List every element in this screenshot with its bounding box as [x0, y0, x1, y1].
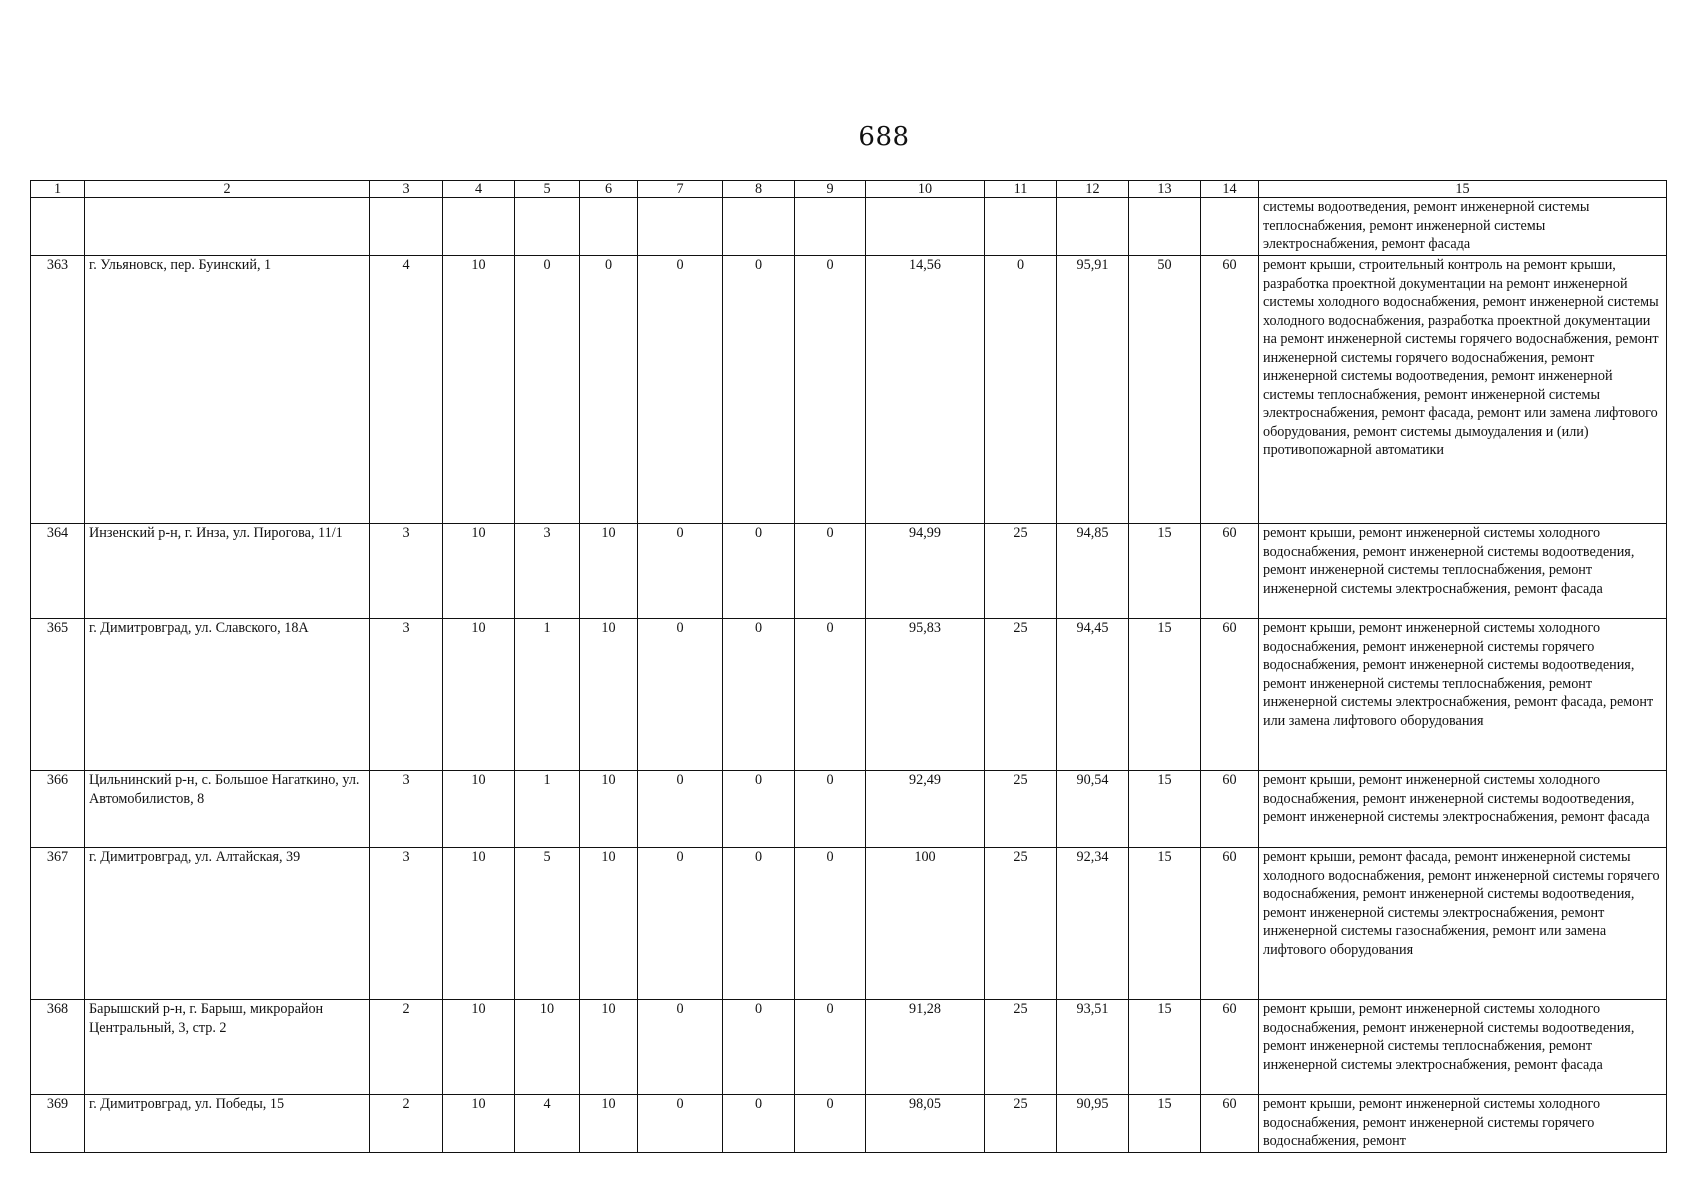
cell-c13 — [1129, 198, 1201, 256]
cell-c10: 95,83 — [866, 619, 985, 771]
cell-c7: 0 — [638, 256, 723, 524]
table-row — [31, 524, 1667, 619]
cell-c10 — [866, 198, 985, 256]
table-row — [31, 771, 1667, 848]
cell-c5: 1 — [515, 771, 580, 848]
table-row — [31, 848, 1667, 1000]
cell-c4: 10 — [443, 524, 515, 619]
cell-c6 — [580, 198, 638, 256]
cell-c14 — [1201, 198, 1259, 256]
cell-c3: 3 — [370, 524, 443, 619]
cell-c13: 15 — [1129, 619, 1201, 771]
table-row — [31, 198, 1667, 256]
cell-c12: 90,95 — [1057, 1095, 1129, 1153]
address-cell: Инзенский р-н, г. Инза, ул. Пирогова, 11/1 — [85, 524, 370, 619]
cell-c8: 0 — [723, 524, 795, 619]
works-cell: ремонт крыши, ремонт инженерной системы холодного водоснабжения, ремонт инженерной системы водоотведения, ремонт инженерной системы электроснабжения, ремонт фасада — [1259, 771, 1667, 848]
cell-c14: 60 — [1201, 256, 1259, 524]
cell-c5: 1 — [515, 619, 580, 771]
cell-c3 — [370, 198, 443, 256]
works-cell: системы водоотведения, ремонт инженерной системы теплоснабжения, ремонт инженерной системы электроснабжения, ремонт фасада — [1259, 198, 1667, 256]
column-header: 13 — [1129, 181, 1201, 198]
cell-c11: 25 — [985, 524, 1057, 619]
cell-c4: 10 — [443, 1095, 515, 1153]
cell-c14: 60 — [1201, 771, 1259, 848]
address-cell: Цильнинский р-н, с. Большое Нагаткино, ул. Автомобилистов, 8 — [85, 771, 370, 848]
cell-c7: 0 — [638, 524, 723, 619]
cell-c6: 0 — [580, 256, 638, 524]
works-cell: ремонт крыши, ремонт инженерной системы холодного водоснабжения, ремонт инженерной системы горячего водоснабжения, ремонт — [1259, 1095, 1667, 1153]
cell-c11: 25 — [985, 848, 1057, 1000]
cell-c12: 95,91 — [1057, 256, 1129, 524]
cell-c3: 3 — [370, 848, 443, 1000]
row-number: 363 — [31, 256, 85, 524]
cell-c8: 0 — [723, 619, 795, 771]
cell-c11: 25 — [985, 771, 1057, 848]
works-cell: ремонт крыши, ремонт инженерной системы холодного водоснабжения, ремонт инженерной системы водоотведения, ремонт инженерной системы теплоснабжения, ремонт инженерной системы электроснабжения, ремонт фасада — [1259, 524, 1667, 619]
cell-c4 — [443, 198, 515, 256]
row-number: 364 — [31, 524, 85, 619]
table-row — [31, 256, 1667, 524]
cell-c10: 91,28 — [866, 1000, 985, 1095]
cell-c13: 15 — [1129, 848, 1201, 1000]
cell-c10: 98,05 — [866, 1095, 985, 1153]
column-header: 14 — [1201, 181, 1259, 198]
cell-c6: 10 — [580, 1000, 638, 1095]
cell-c9: 0 — [795, 256, 866, 524]
column-header: 15 — [1259, 181, 1667, 198]
column-header: 6 — [580, 181, 638, 198]
cell-c11: 25 — [985, 619, 1057, 771]
row-number: 367 — [31, 848, 85, 1000]
cell-c11: 0 — [985, 256, 1057, 524]
cell-c14: 60 — [1201, 524, 1259, 619]
address-cell — [85, 198, 370, 256]
cell-c12: 94,85 — [1057, 524, 1129, 619]
cell-c14: 60 — [1201, 1095, 1259, 1153]
address-cell: г. Димитровград, ул. Победы, 15 — [85, 1095, 370, 1153]
cell-c9: 0 — [795, 771, 866, 848]
cell-c4: 10 — [443, 848, 515, 1000]
cell-c7: 0 — [638, 848, 723, 1000]
cell-c6: 10 — [580, 619, 638, 771]
cell-c13: 15 — [1129, 771, 1201, 848]
cell-c4: 10 — [443, 256, 515, 524]
column-header: 4 — [443, 181, 515, 198]
cell-c10: 100 — [866, 848, 985, 1000]
cell-c8: 0 — [723, 1000, 795, 1095]
register-table — [30, 180, 1667, 1153]
cell-c9: 0 — [795, 1095, 866, 1153]
cell-c13: 15 — [1129, 1095, 1201, 1153]
column-header: 1 — [31, 181, 85, 198]
cell-c3: 2 — [370, 1095, 443, 1153]
cell-c9: 0 — [795, 848, 866, 1000]
cell-c13: 15 — [1129, 1000, 1201, 1095]
cell-c10: 14,56 — [866, 256, 985, 524]
cell-c8 — [723, 198, 795, 256]
cell-c11: 25 — [985, 1095, 1057, 1153]
works-cell: ремонт крыши, ремонт фасада, ремонт инженерной системы холодного водоснабжения, ремонт инженерной системы горячего водоснабжения, ремонт инженерной системы водоотведения, ремонт инженерной системы электроснабжения, ремонт инженерной системы газоснабжения, ремонт или замена лифтового оборудования — [1259, 848, 1667, 1000]
page-number: 688 — [858, 122, 910, 152]
cell-c7: 0 — [638, 1095, 723, 1153]
cell-c6: 10 — [580, 524, 638, 619]
column-header: 10 — [866, 181, 985, 198]
column-header: 11 — [985, 181, 1057, 198]
cell-c3: 4 — [370, 256, 443, 524]
works-cell: ремонт крыши, строительный контроль на ремонт крыши, разработка проектной документации на ремонт инженерной системы холодного водоснабжения, ремонт инженерной системы холодного водоснабжения, разработка проектной документации на ремонт инженерной системы горячего водоснабжения, ремонт инженерной системы горячего водоснабжения, ремонт инженерной системы водоотведения, ремонт инженерной системы теплоснабжения, ремонт инженерной системы электроснабжения, ремонт фасада, ремонт или замена лифтового оборудования, ремонт системы дымоудаления и (или) противопожарной автоматики — [1259, 256, 1667, 524]
cell-c5: 4 — [515, 1095, 580, 1153]
column-header: 2 — [85, 181, 370, 198]
cell-c8: 0 — [723, 1095, 795, 1153]
cell-c6: 10 — [580, 848, 638, 1000]
cell-c8: 0 — [723, 256, 795, 524]
works-cell: ремонт крыши, ремонт инженерной системы холодного водоснабжения, ремонт инженерной системы водоотведения, ремонт инженерной системы теплоснабжения, ремонт инженерной системы электроснабжения, ремонт фасада — [1259, 1000, 1667, 1095]
cell-c4: 10 — [443, 771, 515, 848]
cell-c5: 0 — [515, 256, 580, 524]
address-cell: г. Димитровград, ул. Алтайская, 39 — [85, 848, 370, 1000]
cell-c3: 3 — [370, 619, 443, 771]
column-number-row — [31, 181, 1667, 198]
cell-c7: 0 — [638, 1000, 723, 1095]
cell-c13: 50 — [1129, 256, 1201, 524]
cell-c12: 94,45 — [1057, 619, 1129, 771]
cell-c9: 0 — [795, 1000, 866, 1095]
cell-c12: 92,34 — [1057, 848, 1129, 1000]
cell-c10: 92,49 — [866, 771, 985, 848]
row-number — [31, 198, 85, 256]
cell-c14: 60 — [1201, 1000, 1259, 1095]
cell-c11: 25 — [985, 1000, 1057, 1095]
cell-c7: 0 — [638, 771, 723, 848]
cell-c12 — [1057, 198, 1129, 256]
address-cell: Барышский р-н, г. Барыш, микрорайон Центральный, 3, стр. 2 — [85, 1000, 370, 1095]
cell-c5 — [515, 198, 580, 256]
cell-c12: 90,54 — [1057, 771, 1129, 848]
cell-c3: 3 — [370, 771, 443, 848]
row-number: 369 — [31, 1095, 85, 1153]
row-number: 365 — [31, 619, 85, 771]
table-row — [31, 1000, 1667, 1095]
cell-c14: 60 — [1201, 619, 1259, 771]
cell-c5: 3 — [515, 524, 580, 619]
column-header: 12 — [1057, 181, 1129, 198]
cell-c7: 0 — [638, 619, 723, 771]
works-cell: ремонт крыши, ремонт инженерной системы холодного водоснабжения, ремонт инженерной системы горячего водоснабжения, ремонт инженерной системы водоотведения, ремонт инженерной системы теплоснабжения, ремонт инженерной системы электроснабжения, ремонт фасада, ремонт или замена лифтового оборудования — [1259, 619, 1667, 771]
cell-c4: 10 — [443, 619, 515, 771]
cell-c8: 0 — [723, 848, 795, 1000]
cell-c11 — [985, 198, 1057, 256]
cell-c3: 2 — [370, 1000, 443, 1095]
column-header: 7 — [638, 181, 723, 198]
cell-c6: 10 — [580, 1095, 638, 1153]
row-number: 366 — [31, 771, 85, 848]
cell-c6: 10 — [580, 771, 638, 848]
column-header: 5 — [515, 181, 580, 198]
address-cell: г. Димитровград, ул. Славского, 18А — [85, 619, 370, 771]
address-cell: г. Ульяновск, пер. Буинский, 1 — [85, 256, 370, 524]
cell-c5: 10 — [515, 1000, 580, 1095]
table-row — [31, 1095, 1667, 1153]
cell-c12: 93,51 — [1057, 1000, 1129, 1095]
cell-c9: 0 — [795, 524, 866, 619]
cell-c5: 5 — [515, 848, 580, 1000]
table-row — [31, 619, 1667, 771]
cell-c10: 94,99 — [866, 524, 985, 619]
row-number: 368 — [31, 1000, 85, 1095]
column-header: 9 — [795, 181, 866, 198]
cell-c9: 0 — [795, 619, 866, 771]
column-header: 3 — [370, 181, 443, 198]
cell-c13: 15 — [1129, 524, 1201, 619]
cell-c4: 10 — [443, 1000, 515, 1095]
cell-c14: 60 — [1201, 848, 1259, 1000]
cell-c9 — [795, 198, 866, 256]
cell-c8: 0 — [723, 771, 795, 848]
cell-c7 — [638, 198, 723, 256]
column-header: 8 — [723, 181, 795, 198]
